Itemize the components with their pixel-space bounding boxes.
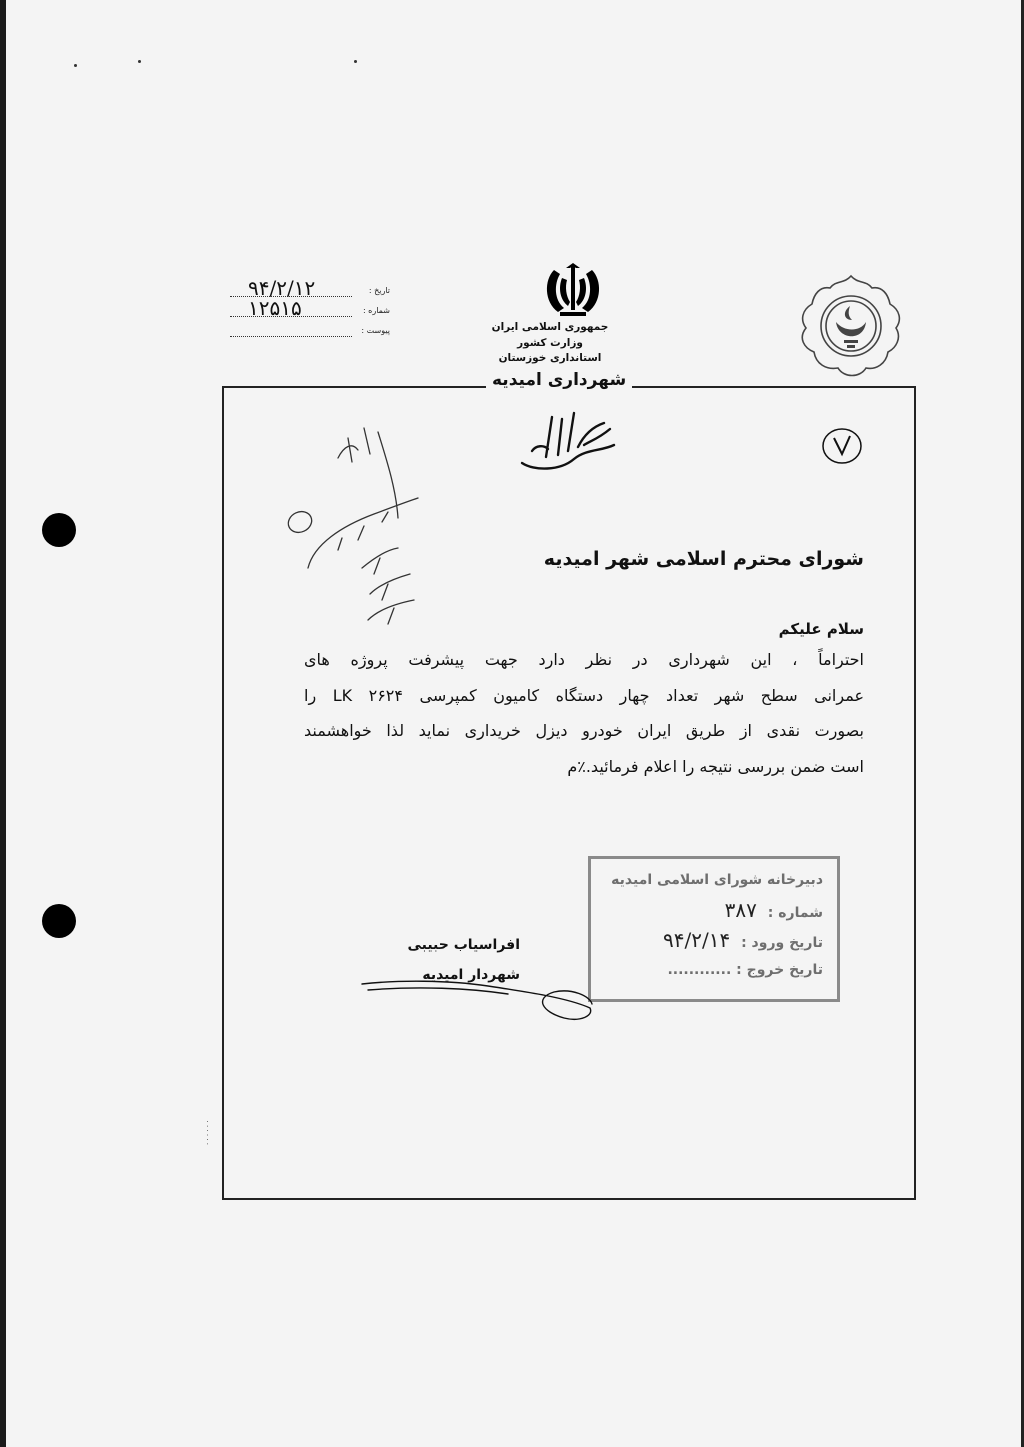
- dotted-line: ............: [667, 962, 732, 978]
- stamp-entry-date-label: تاریخ ورود :: [741, 935, 823, 951]
- meta-attachment-row: [230, 322, 390, 342]
- signer-title: شهردار امیدیه: [422, 967, 520, 983]
- bismillah-calligraphy-icon: [514, 405, 624, 475]
- gov-line-3: استانداری خوزستان: [498, 352, 602, 364]
- stamp-number-row: [601, 895, 823, 925]
- body-line: عمرانی سطح شهر تعداد چهار دستگاه کامیون کمپرسی ۲۶۲۴ LK را: [304, 685, 864, 705]
- circled-page-number-icon: [820, 426, 864, 466]
- meta-number-row: [230, 296, 390, 322]
- number-label: شماره :: [362, 306, 390, 315]
- received-stamp: [588, 856, 840, 1002]
- recipient-heading: شورای محترم اسلامی شهر امیدیه: [543, 548, 864, 570]
- government-header: [470, 320, 630, 367]
- signer-name: افراسیاب حبیبی: [407, 937, 520, 953]
- greeting: سلام علیکم: [778, 620, 864, 638]
- municipality-logo-icon: [792, 270, 910, 382]
- gov-line-2: وزارت کشور: [517, 336, 583, 349]
- stamp-title: دبیرخانه شورای اسلامی امیدیه: [611, 872, 823, 888]
- stamp-exit-date-row: [601, 955, 823, 985]
- punch-hole-bottom: [42, 904, 76, 938]
- date-label: تاریخ :: [368, 286, 390, 295]
- letter-body: [304, 548, 864, 784]
- page-edge-left: [0, 0, 6, 1447]
- stamp-entry-date-row: [601, 925, 823, 955]
- scan-speck: [354, 60, 357, 63]
- signature-icon: [358, 970, 598, 1026]
- side-imprint-text: · · · · · ·: [204, 1120, 212, 1145]
- dotted-line: [230, 336, 352, 337]
- stamp-number-value: ۳۸۷: [724, 898, 757, 922]
- body-line: است ضمن بررسی نتیجه را اعلام فرمائید.٪م: [567, 756, 864, 776]
- stamp-exit-date-label: تاریخ خروج :: [736, 962, 823, 978]
- org-title: شهرداری امیدیه: [486, 370, 632, 390]
- body-line: احتراماً ، این شهرداری در نظر دارد جهت پیشرفت پروژه های: [304, 650, 864, 669]
- punch-hole-top: [42, 513, 76, 547]
- scan-speck: [138, 60, 141, 63]
- stamp-entry-date-value: ۹۴/۲/۱۴: [663, 928, 731, 952]
- body-line: بصورت نقدی از طریق ایران خودرو دیزل خریداری نماید لذا خواهشمند: [304, 721, 864, 740]
- stamp-number-label: شماره :: [767, 905, 823, 921]
- iran-emblem-icon: [540, 262, 606, 320]
- date-value: ۹۴/۲/۱۲: [248, 276, 316, 300]
- attachment-label: پیوست :: [361, 326, 390, 335]
- number-value: ۱۲۵۱۵: [248, 296, 302, 320]
- letter-meta: [230, 276, 390, 342]
- scan-speck: [74, 64, 77, 67]
- gov-line-1: جمهوری اسلامی ایران: [491, 321, 609, 333]
